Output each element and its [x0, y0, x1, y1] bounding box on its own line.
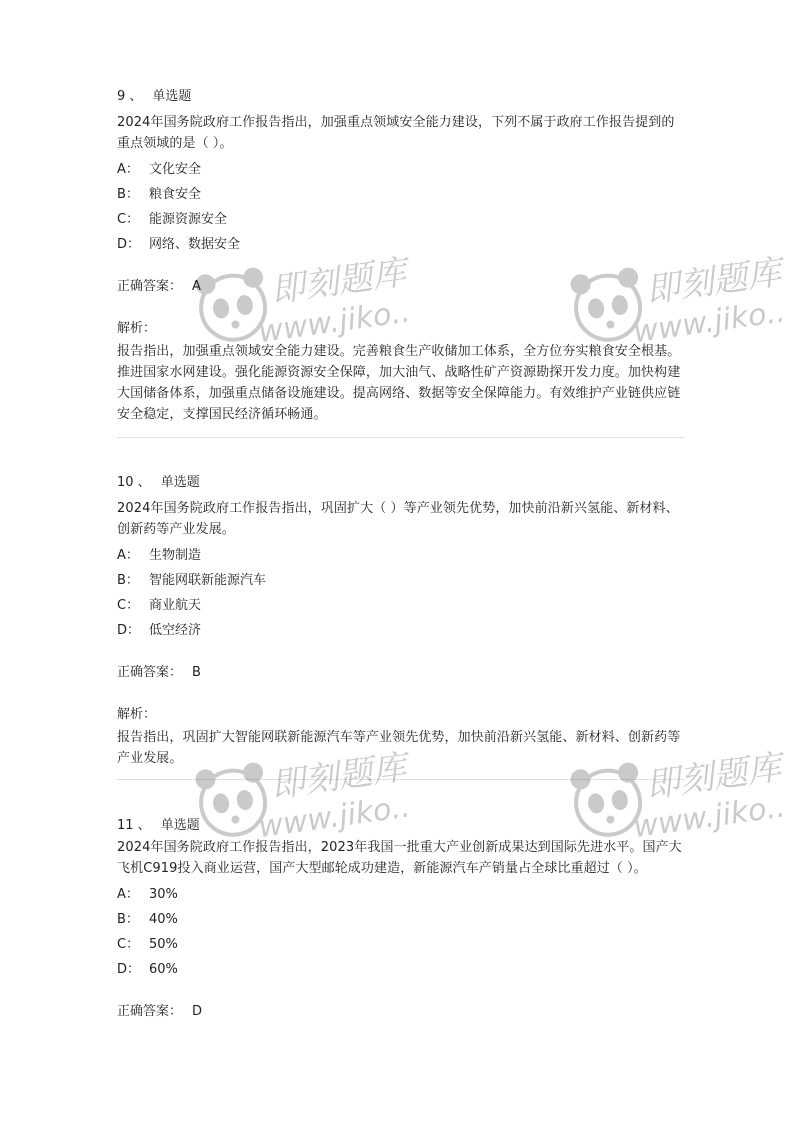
option-c: [117, 597, 687, 615]
option-text: 50%: [149, 937, 178, 952]
option-text: 60%: [149, 962, 178, 977]
option-d: [117, 961, 687, 979]
option-letter: C：: [117, 598, 140, 613]
option-a: [117, 547, 687, 565]
option-b: [117, 911, 687, 929]
option-letter: A：: [117, 887, 139, 902]
watermark-url: www.jiko..: [631, 789, 788, 846]
answer-value: D: [192, 1004, 203, 1019]
option-letter: C：: [117, 212, 140, 227]
watermark-url: www.jiko..: [256, 789, 413, 846]
analysis-text: 报告指出，巩固扩大智能网联新能源汽车等产业领先优势，加快前沿新兴氢能、新材料、创新药等产业发展。: [117, 730, 681, 766]
analysis-text: 报告指出，加强重点领域安全能力建设。完善粮食生产收储加工体系，全方位夯实粮食安全根基。推进国家水网建设。强化能源资源安全保障，加大油气、战略性矿产资源勘探开发力度。加快构建大国储备体系，加强重点储备设施建设。提高网络、数据等安全保障能力。有效维护产业链供应链安全稳定，支撑国民经济循环畅通。: [117, 344, 681, 422]
question-header: [117, 817, 687, 835]
question-type: 单选题: [160, 475, 200, 490]
answer-value: A: [192, 279, 201, 294]
question-number: 10 、: [117, 475, 151, 490]
option-text: 低空经济: [149, 623, 202, 638]
option-text: 能源资源安全: [149, 212, 228, 227]
answer-label: 正确答案：: [117, 1004, 183, 1019]
correct-answer: [117, 278, 687, 296]
watermark-title: 即刻题库: [643, 747, 784, 807]
option-b: [117, 186, 687, 204]
option-c: [117, 936, 687, 954]
question-stem: 2024年国务院政府工作报告指出，巩固扩大（ ）等产业领先优势，加快前沿新兴氢能、新材料、创新药等产业发展。: [117, 501, 679, 537]
question-number: 9 、: [117, 89, 143, 104]
question-header: [117, 474, 687, 492]
question-10: [117, 474, 687, 769]
option-letter: B：: [117, 187, 139, 202]
answer-value: B: [192, 665, 201, 680]
option-letter: A：: [117, 162, 139, 177]
question-9: [117, 88, 687, 425]
option-letter: B：: [117, 912, 139, 927]
option-text: 文化安全: [149, 162, 202, 177]
option-c: [117, 211, 687, 229]
question-stem: 2024年国务院政府工作报告指出，2023年我国一批重大产业创新成果达到国际先进水平。国产大飞机C919投入商业运营，国产大型邮轮成功建造，新能源汽车产销量占全球比重超过（ ）。: [117, 840, 682, 876]
question-divider: [117, 779, 685, 780]
watermark-title: 即刻题库: [268, 252, 409, 312]
option-d: [117, 236, 687, 254]
question-type: 单选题: [152, 89, 192, 104]
option-letter: B：: [117, 573, 139, 588]
option-letter: D：: [117, 237, 141, 252]
option-letter: C：: [117, 937, 140, 952]
analysis-label: 解析：: [117, 321, 157, 336]
question-divider: [117, 437, 685, 438]
option-letter: D：: [117, 623, 141, 638]
watermark-title: 即刻题库: [268, 747, 409, 807]
option-a: [117, 886, 687, 904]
correct-answer: [117, 1003, 687, 1021]
option-text: 40%: [149, 912, 178, 927]
option-b: [117, 572, 687, 590]
question-stem: 2024年国务院政府工作报告指出，加强重点领域安全能力建设，下列不属于政府工作报告提到的重点领域的是（ ）。: [117, 115, 675, 151]
option-d: [117, 622, 687, 640]
option-text: 智能网联新能源汽车: [149, 573, 267, 588]
option-text: 粮食安全: [149, 187, 202, 202]
watermark-url: www.jiko..: [256, 294, 413, 351]
answer-label: 正确答案：: [117, 665, 183, 680]
option-letter: D：: [117, 962, 141, 977]
question-11: [117, 817, 687, 1021]
option-text: 30%: [149, 887, 178, 902]
answer-label: 正确答案：: [117, 279, 183, 294]
analysis-label: 解析：: [117, 707, 157, 722]
option-text: 商业航天: [149, 598, 202, 613]
correct-answer: [117, 664, 687, 682]
option-letter: A：: [117, 548, 139, 563]
watermark-title: 即刻题库: [643, 252, 784, 312]
question-header: [117, 88, 687, 106]
option-text: 网络、数据安全: [149, 237, 241, 252]
watermark-url: www.jiko..: [631, 294, 788, 351]
option-a: [117, 161, 687, 179]
question-type: 单选题: [160, 818, 200, 833]
question-number: 11 、: [117, 818, 151, 833]
option-text: 生物制造: [149, 548, 202, 563]
